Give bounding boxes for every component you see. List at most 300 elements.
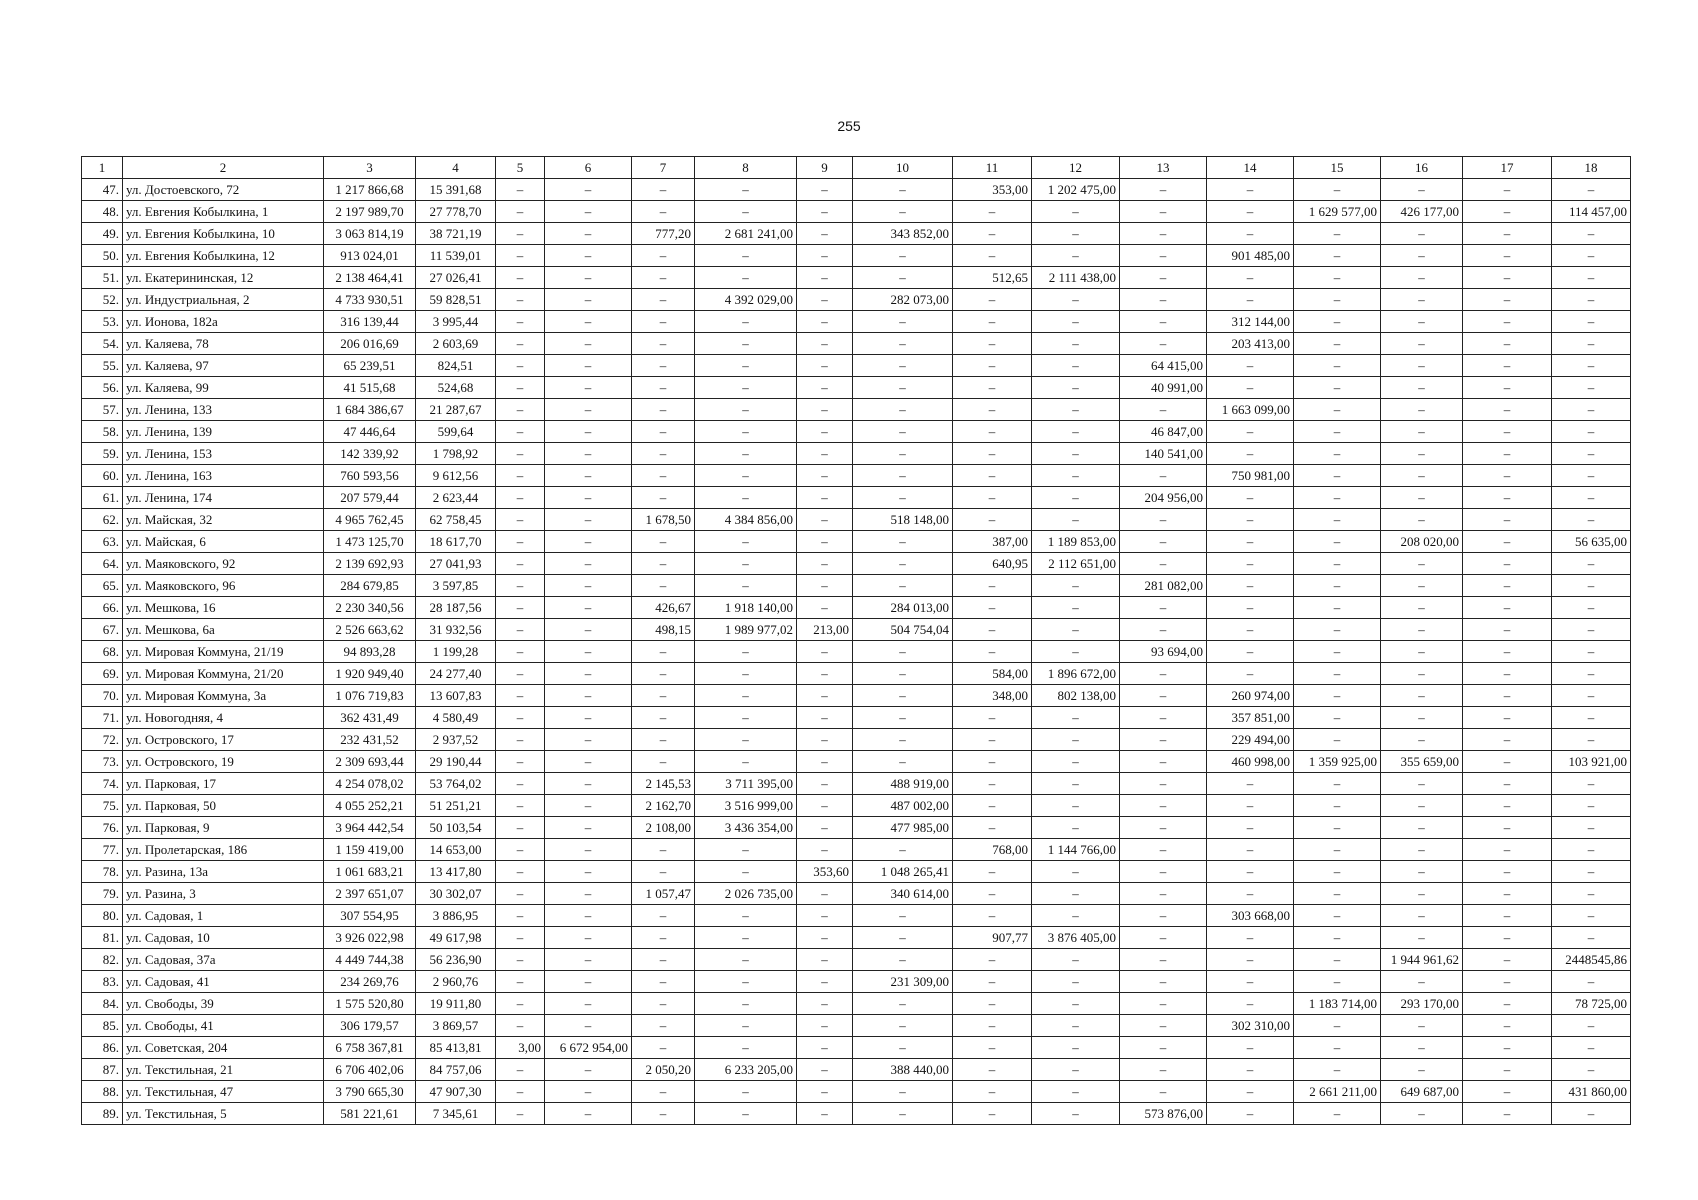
value-cell: 85 413,81	[416, 1037, 496, 1059]
value-cell: –	[1294, 377, 1381, 399]
value-cell: –	[1032, 223, 1120, 245]
value-cell: –	[496, 839, 545, 861]
table-body	[82, 179, 1631, 1125]
value-cell: –	[797, 1037, 853, 1059]
value-cell: –	[1463, 861, 1552, 883]
value-cell: 343 852,00	[853, 223, 953, 245]
value-cell: –	[953, 795, 1032, 817]
value-cell: –	[695, 355, 797, 377]
value-cell: –	[632, 707, 695, 729]
value-cell: –	[797, 333, 853, 355]
value-cell: –	[496, 333, 545, 355]
value-cell: –	[695, 179, 797, 201]
value-cell: –	[1381, 905, 1463, 927]
value-cell: –	[1032, 861, 1120, 883]
table-row	[82, 839, 1631, 861]
address-cell: ул. Маяковского, 92	[123, 553, 324, 575]
value-cell: 3 926 022,98	[324, 927, 416, 949]
column-header-17: 17	[1463, 157, 1552, 179]
value-cell: 2 108,00	[632, 817, 695, 839]
address-cell: ул. Ленина, 133	[123, 399, 324, 421]
value-cell: –	[545, 1103, 632, 1125]
value-cell: –	[797, 707, 853, 729]
value-cell: –	[1120, 267, 1207, 289]
value-cell: 21 287,67	[416, 399, 496, 421]
table-row	[82, 179, 1631, 201]
value-cell: –	[1120, 245, 1207, 267]
row-number-cell: 54.	[82, 333, 123, 355]
address-cell: ул. Ленина, 174	[123, 487, 324, 509]
value-cell: –	[1120, 795, 1207, 817]
value-cell: –	[1032, 399, 1120, 421]
value-cell: 31 932,56	[416, 619, 496, 641]
value-cell: –	[632, 905, 695, 927]
value-cell: –	[632, 1103, 695, 1125]
value-cell: –	[1552, 421, 1631, 443]
value-cell: –	[797, 465, 853, 487]
value-cell: –	[632, 245, 695, 267]
value-cell: –	[1463, 1015, 1552, 1037]
value-cell: 2 139 692,93	[324, 553, 416, 575]
value-cell: 65 239,51	[324, 355, 416, 377]
table-row	[82, 1103, 1631, 1125]
value-cell: –	[496, 641, 545, 663]
value-cell: –	[853, 751, 953, 773]
value-cell: –	[1552, 289, 1631, 311]
address-cell: ул. Каляева, 97	[123, 355, 324, 377]
row-number-cell: 49.	[82, 223, 123, 245]
value-cell: 4 733 930,51	[324, 289, 416, 311]
address-cell: ул. Мировая Коммуна, 21/20	[123, 663, 324, 685]
value-cell: –	[1120, 993, 1207, 1015]
value-cell: 208 020,00	[1381, 531, 1463, 553]
address-cell: ул. Разина, 13а	[123, 861, 324, 883]
value-cell: –	[1032, 1037, 1120, 1059]
value-cell: –	[853, 927, 953, 949]
address-cell: ул. Достоевского, 72	[123, 179, 324, 201]
value-cell: –	[632, 289, 695, 311]
value-cell: –	[695, 465, 797, 487]
value-cell: –	[797, 597, 853, 619]
value-cell: 1 473 125,70	[324, 531, 416, 553]
value-cell: –	[953, 993, 1032, 1015]
value-cell: –	[953, 883, 1032, 905]
value-cell: –	[545, 839, 632, 861]
value-cell: –	[1381, 1037, 1463, 1059]
value-cell: –	[953, 443, 1032, 465]
value-cell: –	[953, 245, 1032, 267]
value-cell: –	[1120, 553, 1207, 575]
value-cell: –	[1552, 465, 1631, 487]
value-cell: –	[1120, 817, 1207, 839]
value-cell: –	[496, 685, 545, 707]
address-cell: ул. Мешкова, 16	[123, 597, 324, 619]
value-cell: –	[1381, 883, 1463, 905]
row-number-cell: 70.	[82, 685, 123, 707]
value-cell: –	[1120, 289, 1207, 311]
value-cell: –	[1294, 553, 1381, 575]
value-cell: 599,64	[416, 421, 496, 443]
value-cell: 207 579,44	[324, 487, 416, 509]
value-cell: –	[797, 883, 853, 905]
value-cell: –	[1381, 1015, 1463, 1037]
value-cell: 15 391,68	[416, 179, 496, 201]
value-cell: –	[1294, 773, 1381, 795]
value-cell: –	[1294, 179, 1381, 201]
value-cell: –	[953, 465, 1032, 487]
value-cell: 4 392 029,00	[695, 289, 797, 311]
value-cell: 353,00	[953, 179, 1032, 201]
value-cell: –	[1463, 1059, 1552, 1081]
value-cell: –	[797, 509, 853, 531]
value-cell: –	[695, 1103, 797, 1125]
value-cell: –	[545, 179, 632, 201]
value-cell: –	[1381, 333, 1463, 355]
value-cell: –	[695, 949, 797, 971]
address-cell: ул. Евгения Кобылкина, 10	[123, 223, 324, 245]
value-cell: –	[1381, 971, 1463, 993]
value-cell: –	[1207, 619, 1294, 641]
value-cell: –	[1032, 971, 1120, 993]
table-row	[82, 487, 1631, 509]
value-cell: 426 177,00	[1381, 201, 1463, 223]
value-cell: –	[1294, 487, 1381, 509]
table-row	[82, 619, 1631, 641]
row-number-cell: 47.	[82, 179, 123, 201]
value-cell: –	[1120, 223, 1207, 245]
value-cell: 260 974,00	[1207, 685, 1294, 707]
value-cell: –	[632, 553, 695, 575]
value-cell: –	[545, 421, 632, 443]
value-cell: –	[1552, 795, 1631, 817]
row-number-cell: 52.	[82, 289, 123, 311]
value-cell: 901 485,00	[1207, 245, 1294, 267]
value-cell: –	[695, 1015, 797, 1037]
value-cell: 3 886,95	[416, 905, 496, 927]
value-cell: –	[632, 575, 695, 597]
value-cell: –	[496, 795, 545, 817]
value-cell: –	[1552, 861, 1631, 883]
value-cell: –	[797, 993, 853, 1015]
value-cell: 62 758,45	[416, 509, 496, 531]
value-cell: –	[496, 311, 545, 333]
value-cell: 94 893,28	[324, 641, 416, 663]
value-cell: –	[1552, 1015, 1631, 1037]
value-cell: –	[797, 685, 853, 707]
value-cell: –	[1381, 773, 1463, 795]
value-cell: 802 138,00	[1032, 685, 1120, 707]
value-cell: 573 876,00	[1120, 1103, 1207, 1125]
row-number-cell: 68.	[82, 641, 123, 663]
value-cell: –	[1032, 751, 1120, 773]
value-cell: 312 144,00	[1207, 311, 1294, 333]
address-cell: ул. Разина, 3	[123, 883, 324, 905]
value-cell: –	[1120, 509, 1207, 531]
value-cell: –	[1120, 839, 1207, 861]
value-cell: 3 964 442,54	[324, 817, 416, 839]
value-cell: –	[1552, 575, 1631, 597]
row-number-cell: 56.	[82, 377, 123, 399]
value-cell: 1 663 099,00	[1207, 399, 1294, 421]
value-cell: 3 063 814,19	[324, 223, 416, 245]
value-cell: 1 920 949,40	[324, 663, 416, 685]
value-cell: –	[853, 245, 953, 267]
value-cell: 1 944 961,62	[1381, 949, 1463, 971]
value-cell: –	[853, 311, 953, 333]
value-cell: –	[1294, 619, 1381, 641]
value-cell: –	[1294, 223, 1381, 245]
value-cell: –	[1294, 707, 1381, 729]
value-cell: 4 384 856,00	[695, 509, 797, 531]
value-cell: –	[1552, 817, 1631, 839]
value-cell: –	[1294, 245, 1381, 267]
address-cell: ул. Ленина, 153	[123, 443, 324, 465]
value-cell: 3 597,85	[416, 575, 496, 597]
value-cell: –	[632, 201, 695, 223]
value-cell: 4 254 078,02	[324, 773, 416, 795]
value-cell: 140 541,00	[1120, 443, 1207, 465]
value-cell: –	[1207, 971, 1294, 993]
value-cell: 103 921,00	[1552, 751, 1631, 773]
value-cell: –	[797, 1059, 853, 1081]
value-cell: –	[1120, 861, 1207, 883]
table-row	[82, 817, 1631, 839]
value-cell: –	[1294, 883, 1381, 905]
value-cell: –	[632, 861, 695, 883]
value-cell: –	[1120, 905, 1207, 927]
column-header-10: 10	[853, 157, 953, 179]
value-cell: 18 617,70	[416, 531, 496, 553]
value-cell: 229 494,00	[1207, 729, 1294, 751]
value-cell: –	[1463, 971, 1552, 993]
value-cell: –	[496, 531, 545, 553]
value-cell: 4 055 252,21	[324, 795, 416, 817]
column-header-16: 16	[1381, 157, 1463, 179]
value-cell: –	[545, 465, 632, 487]
value-cell: –	[1463, 311, 1552, 333]
table-row	[82, 883, 1631, 905]
value-cell: –	[695, 751, 797, 773]
value-cell: 2 050,20	[632, 1059, 695, 1081]
value-cell: 777,20	[632, 223, 695, 245]
value-cell: –	[695, 905, 797, 927]
value-cell: –	[695, 443, 797, 465]
value-cell: –	[1463, 773, 1552, 795]
value-cell: 2 145,53	[632, 773, 695, 795]
table-row	[82, 421, 1631, 443]
value-cell: –	[545, 619, 632, 641]
value-cell: –	[1381, 641, 1463, 663]
value-cell: –	[1381, 729, 1463, 751]
value-cell: –	[1207, 1037, 1294, 1059]
value-cell: –	[632, 971, 695, 993]
value-cell: –	[695, 553, 797, 575]
value-cell: –	[1552, 773, 1631, 795]
value-cell: 431 860,00	[1552, 1081, 1631, 1103]
value-cell: –	[1207, 927, 1294, 949]
value-cell: –	[545, 773, 632, 795]
value-cell: –	[1552, 927, 1631, 949]
value-cell: –	[496, 355, 545, 377]
value-cell: –	[496, 927, 545, 949]
address-cell: ул. Каляева, 99	[123, 377, 324, 399]
value-cell: –	[545, 707, 632, 729]
value-cell: –	[1552, 883, 1631, 905]
value-cell: –	[632, 377, 695, 399]
address-cell: ул. Екатерининская, 12	[123, 267, 324, 289]
value-cell: –	[1120, 1059, 1207, 1081]
value-cell: –	[496, 1059, 545, 1081]
value-cell: –	[797, 729, 853, 751]
value-cell: –	[1552, 267, 1631, 289]
value-cell: –	[1381, 795, 1463, 817]
value-cell: 14 653,00	[416, 839, 496, 861]
value-cell: –	[545, 641, 632, 663]
value-cell: 203 413,00	[1207, 333, 1294, 355]
value-cell: –	[1552, 729, 1631, 751]
value-cell: –	[1381, 443, 1463, 465]
value-cell: –	[632, 421, 695, 443]
value-cell: –	[953, 861, 1032, 883]
value-cell: –	[545, 1015, 632, 1037]
value-cell: –	[1463, 575, 1552, 597]
value-cell: –	[1381, 553, 1463, 575]
value-cell: –	[797, 311, 853, 333]
value-cell: 488 919,00	[853, 773, 953, 795]
value-cell: 518 148,00	[853, 509, 953, 531]
table-row	[82, 201, 1631, 223]
value-cell: –	[496, 1103, 545, 1125]
value-cell: –	[1294, 795, 1381, 817]
row-number-cell: 66.	[82, 597, 123, 619]
value-cell: –	[953, 201, 1032, 223]
value-cell: –	[797, 1103, 853, 1125]
value-cell: –	[853, 641, 953, 663]
value-cell: –	[1120, 927, 1207, 949]
value-cell: –	[1381, 1103, 1463, 1125]
value-cell: –	[1294, 663, 1381, 685]
value-cell: –	[1294, 421, 1381, 443]
value-cell: 206 016,69	[324, 333, 416, 355]
value-cell: –	[1552, 179, 1631, 201]
value-cell: –	[1120, 333, 1207, 355]
value-cell: –	[853, 839, 953, 861]
value-cell: –	[1381, 663, 1463, 685]
value-cell: 1 189 853,00	[1032, 531, 1120, 553]
value-cell: –	[1381, 597, 1463, 619]
row-number-cell: 59.	[82, 443, 123, 465]
value-cell: 56 236,90	[416, 949, 496, 971]
value-cell: –	[1463, 751, 1552, 773]
value-cell: –	[496, 861, 545, 883]
value-cell: –	[496, 707, 545, 729]
value-cell: 362 431,49	[324, 707, 416, 729]
value-cell: –	[1032, 311, 1120, 333]
value-cell: –	[1032, 707, 1120, 729]
address-cell: ул. Парковая, 17	[123, 773, 324, 795]
value-cell: 49 617,98	[416, 927, 496, 949]
value-cell: 1 048 265,41	[853, 861, 953, 883]
value-cell: –	[545, 509, 632, 531]
value-cell: –	[1294, 729, 1381, 751]
value-cell: –	[1207, 993, 1294, 1015]
value-cell: –	[496, 377, 545, 399]
value-cell: –	[1294, 641, 1381, 663]
value-cell: –	[953, 971, 1032, 993]
value-cell: –	[1552, 905, 1631, 927]
value-cell: –	[545, 333, 632, 355]
value-cell: 40 991,00	[1120, 377, 1207, 399]
column-header-1: 1	[82, 157, 123, 179]
value-cell: –	[797, 223, 853, 245]
value-cell: 1 678,50	[632, 509, 695, 531]
value-cell: –	[632, 663, 695, 685]
value-cell: –	[1294, 267, 1381, 289]
value-cell: –	[1294, 355, 1381, 377]
value-cell: –	[853, 333, 953, 355]
value-cell: –	[1463, 465, 1552, 487]
value-cell: –	[797, 245, 853, 267]
value-cell: –	[1032, 509, 1120, 531]
value-cell: –	[1381, 619, 1463, 641]
value-cell: –	[1463, 509, 1552, 531]
value-cell: 1 061 683,21	[324, 861, 416, 883]
value-cell: –	[1032, 1103, 1120, 1125]
value-cell: –	[1552, 487, 1631, 509]
value-cell: 913 024,01	[324, 245, 416, 267]
value-cell: –	[496, 223, 545, 245]
value-cell: –	[1381, 377, 1463, 399]
column-header-7: 7	[632, 157, 695, 179]
value-cell: 387,00	[953, 531, 1032, 553]
value-cell: –	[853, 707, 953, 729]
value-cell: –	[1120, 201, 1207, 223]
value-cell: –	[632, 531, 695, 553]
value-cell: –	[953, 311, 1032, 333]
value-cell: –	[695, 993, 797, 1015]
value-cell: –	[632, 443, 695, 465]
value-cell: 2 309 693,44	[324, 751, 416, 773]
value-cell: 1 798,92	[416, 443, 496, 465]
column-header-18: 18	[1552, 157, 1631, 179]
value-cell: –	[953, 949, 1032, 971]
table-row	[82, 685, 1631, 707]
value-cell: –	[1463, 685, 1552, 707]
value-cell: 1 896 672,00	[1032, 663, 1120, 685]
table-row	[82, 399, 1631, 421]
value-cell: –	[1294, 531, 1381, 553]
value-cell: –	[1381, 839, 1463, 861]
value-cell: –	[545, 443, 632, 465]
value-cell: 302 310,00	[1207, 1015, 1294, 1037]
value-cell: 3 790 665,30	[324, 1081, 416, 1103]
value-cell: –	[797, 531, 853, 553]
value-cell: –	[1381, 267, 1463, 289]
row-number-cell: 48.	[82, 201, 123, 223]
value-cell: –	[1381, 223, 1463, 245]
value-cell: –	[496, 729, 545, 751]
value-cell: –	[1207, 421, 1294, 443]
value-cell: –	[1120, 619, 1207, 641]
value-cell: 1 217 866,68	[324, 179, 416, 201]
value-cell: –	[545, 993, 632, 1015]
value-cell: –	[797, 663, 853, 685]
value-cell: 3 995,44	[416, 311, 496, 333]
value-cell: –	[1120, 949, 1207, 971]
value-cell: –	[797, 377, 853, 399]
row-number-cell: 81.	[82, 927, 123, 949]
value-cell: –	[1552, 663, 1631, 685]
